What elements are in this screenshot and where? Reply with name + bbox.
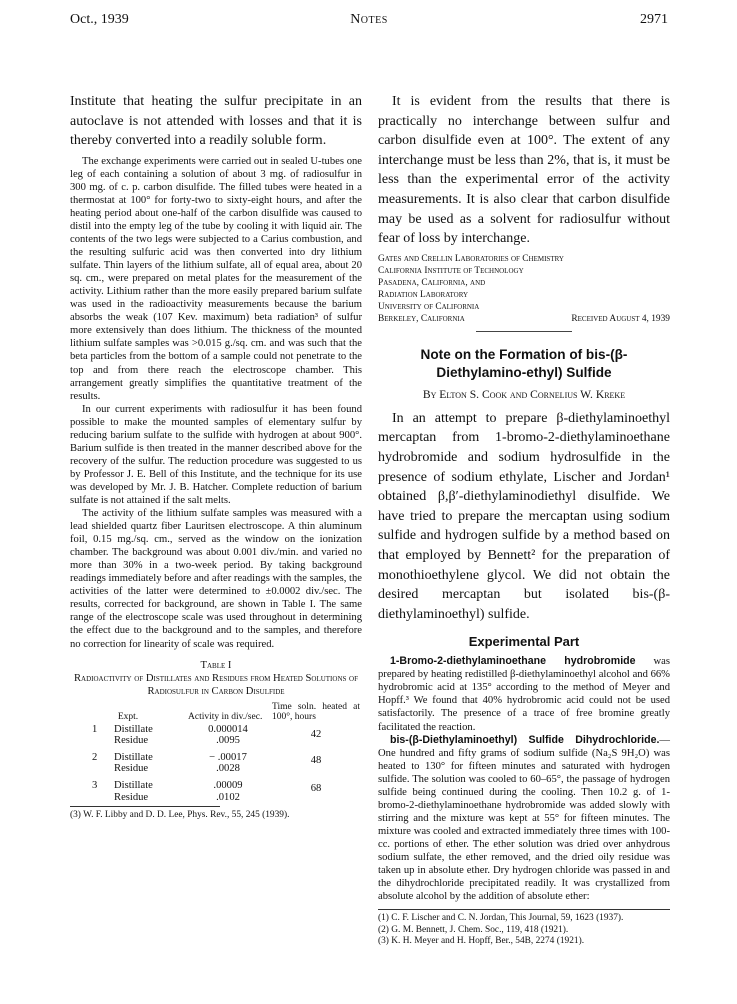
paragraph-body: was prepared by heating redistilled β-diethylaminoethyl alcohol and 66% hydrobromic acid at 135° according to the method of Meyer and Hopff.³ We found that 40% hydrobromic acid could not be used satisfactorily. The presence of a trace of free bromine greatly facilitated the reaction. xyxy=(378,656,670,733)
address-line-with-date xyxy=(378,313,670,325)
activity-value: .0028 xyxy=(216,763,240,775)
table-row xyxy=(70,747,362,764)
header-section: Notes xyxy=(350,12,388,27)
footnote-3: (3) K. H. Meyer and H. Hopff, Ber., 54B, 2274 (1921). xyxy=(378,936,585,947)
address-line: University of California xyxy=(378,301,480,312)
note-authors: By Elton S. Cook and Cornelius W. Kreke xyxy=(422,387,626,401)
left-paragraph-3: In our current experiments with radiosulfur it has been found possible to make the mounted samples of elementary sulfur by reducing barium sulfate to the sulfide with hydrogen at about 900°. Barium sulfide is then treated in the manner described above for the recovery of the sulfur. The reduction procedure was suggested to us by Professor J. E. Bell of this Institute, and the technique for its use was developed by Mr. J. B. Hatcher. Complete reduction of barium sulfate is not attained if the salt melts. xyxy=(70,403,362,506)
right-paragraph-4 xyxy=(378,734,670,904)
table-title: Radioactivity of Distillates and Residues from Heated Solutions of Radiosulfur in Carbon Disulfide xyxy=(73,672,358,697)
activity-value: .0102 xyxy=(216,791,240,803)
note-separator xyxy=(476,331,572,332)
author-address xyxy=(378,253,670,325)
sample-label: Residue xyxy=(114,791,149,803)
sample-label: Distillate xyxy=(114,751,153,763)
heating-time: 68 xyxy=(310,783,322,795)
address-city: Berkeley, California xyxy=(378,313,465,324)
footnote-3-left: (3) W. F. Libby and D. D. Lee, Phys. Rev., 55, 245 (1939). xyxy=(70,810,290,821)
footnote-rule xyxy=(378,909,670,910)
expt-number xyxy=(70,735,112,747)
table-caption: Table I xyxy=(200,659,232,671)
right-paragraph-1: It is evident from the results that there is practically no interchange between sulfur and carbon disulfide even at 100°. The extent of any interchange must be less than 2%, that is, it must be less than the experimental error of the activity measurements. It is also clear that carbon disulfide may be used as a solvent for radiosulfur without fear of loss by interchange. xyxy=(378,94,670,247)
expt-number: 3 xyxy=(92,779,98,791)
address-line: Pasadena, California, and xyxy=(378,277,486,288)
address-line: Radiation Laboratory xyxy=(378,289,469,300)
table-header-row xyxy=(70,702,362,724)
left-paragraph-1: Institute that heating the sulfur precipitate in an autoclave is not attended with losses and that it is thereby converted into a readily soluble form. xyxy=(70,94,362,149)
table-row xyxy=(70,724,362,736)
expt-number xyxy=(70,792,112,804)
activity-value: − .00017 xyxy=(209,751,247,763)
right-paragraph-2: In an attempt to prepare β-diethylaminoethyl mercaptan from 1-bromo-2-diethylaminoethane hydrobromide and sodium hydrosulfide in the presence of sodium ethylate, Lischer and Jordan¹ obtained β,β′-diethylaminodiethyl disulfide. We have tried to prepare the mercaptan using sodium sulfide and hydrogen sulfide by a method based on that employed by Bennett² for the preparation of monothioethylene glycol. We did not obtain the desired mercaptan but isolated bis-(β-diethylaminoethyl) sulfide. xyxy=(378,410,670,622)
footnote-1: (1) C. F. Lischer and C. N. Jordan, This Journal, 59, 1623 (1937). xyxy=(378,913,624,924)
expt-number: 1 xyxy=(92,723,98,735)
received-date: Received August 4, 1939 xyxy=(571,313,670,324)
left-paragraph-4: The activity of the lithium sulfate samples was measured with a lead shielded quartz fiber Lauritsen electroscope. A thin aluminum foil, 0.15 mg./sq. cm., served as the window on the ionization chamber. The background was about 0.001 div./min. and varied no more than 30% in a two-week period. By taking background readings immediately before and after readings with the samples, the activities of the latter were determined to ±0.0002 div./sec. The results, corrected for background, are shown in Table I. The same range of the electroscope scale was used throughout in determining the effect due to the background and to the samples, and therefore no correction for linearity of scale was required. xyxy=(70,508,362,650)
sample-label: Distillate xyxy=(114,723,153,735)
expt-number xyxy=(70,763,112,775)
activity-value: .00009 xyxy=(213,779,243,791)
header-page-number: 2971 xyxy=(640,12,668,27)
activity-value: 0.000014 xyxy=(208,723,248,735)
heating-time: 42 xyxy=(310,729,322,741)
sample-label: Residue xyxy=(114,763,149,775)
running-header xyxy=(70,12,668,32)
heating-time: 48 xyxy=(310,755,322,767)
results-table xyxy=(70,702,362,804)
note-title: Note on the Formation of bis-(β-Diethylamino-ethyl) Sulfide xyxy=(420,346,628,380)
address-line: Gates and Crellin Laboratories of Chemistry xyxy=(378,253,564,264)
left-paragraph-2: The exchange experiments were carried out in sealed U-tubes one leg of each containing a solution of about 3 mg. of radiosulfur in 300 mg. of c. p. carbon disulfide. The filled tubes were heated in a thermostat at 100° for forty-two to sixty-eight hours, and after the heating period about one-half of the carbon disulfide was caused to distil into the empty leg of the tube by cooling it with liquid air. The contents of the two legs were subjected to a Carius combustion, and the resulting sulfuric acid was then converted into dry lithium sulfate. Thin layers of the lithium sulfate, all of equal area, about 20 sq. cm., were prepared on metal plates for the measurement of the activity. Lithium rather than the more easily prepared barium sulfate was used in the radioactivity measurements because the barium absorbs the weak (107 Kev. maximum) beta radiation³ of sulfur more extensively than does lithium. The thickness of the mounted lithium sulfate samples was >0.015 g./sq. cm. and was such that the beta particles from the bottom of a sample could not penetrate to the top and from there reach the electroscope chamber. This arrangement greatly simplifies the quantitative treatment of the results. xyxy=(70,155,362,402)
right-column xyxy=(378,92,670,948)
sample-label: Distillate xyxy=(114,779,153,791)
expt-number: 2 xyxy=(92,751,98,763)
header-date: Oct., 1939 xyxy=(70,12,129,27)
footnote-rule xyxy=(70,806,220,807)
footnote-2: (2) G. M. Bennett, J. Chem. Soc., 119, 418 (1921). xyxy=(378,924,569,935)
sample-label: Residue xyxy=(114,735,149,747)
address-line: California Institute of Technology xyxy=(378,265,524,276)
right-paragraph-3 xyxy=(378,655,670,733)
table-row xyxy=(70,775,362,792)
paragraph-run-in-head: 1-Bromo-2-diethylaminoethane hydrobromide xyxy=(390,655,636,668)
activity-value: .0095 xyxy=(216,735,240,747)
paragraph-run-in-head: bis-(β-Diethylaminoethyl) Sulfide Dihydrochloride. xyxy=(390,733,660,746)
left-column xyxy=(70,92,362,822)
table-header-time: Time soln. heated at 100°, hours xyxy=(272,701,360,722)
table-header-expt: Expt. xyxy=(117,711,139,722)
section-heading: Experimental Part xyxy=(468,634,580,650)
table-header-activity: Activity in div./sec. xyxy=(188,711,263,722)
paragraph-body: —One hundred and fifty grams of sodium sulfide (Na₂S 9H₂O) was heated to 130° for fifteen minutes and saturated with hydrogen sulfide. The solution was cooled to 60–65°, the passage of hydrogen sulfide being continued during the cooling. Then 10.2 g. of 1-bromo-2-diethylaminoethane hydrobromide was added slowly with stirring and the mixture was kept at 55° for fifteen minutes. The mixture was cooled and extracted immediately three times with 100-cc. portions of ether. The ether solution was dried over anhydrous sodium sulfate, the ether removed, and the dried oily residue was taken up in absolute ether. Dry hydrogen chloride was passed in and the dihydrochloride precipitated readily. It was crystallized from absolute alcohol by the addition of absolute ether: xyxy=(378,734,670,903)
